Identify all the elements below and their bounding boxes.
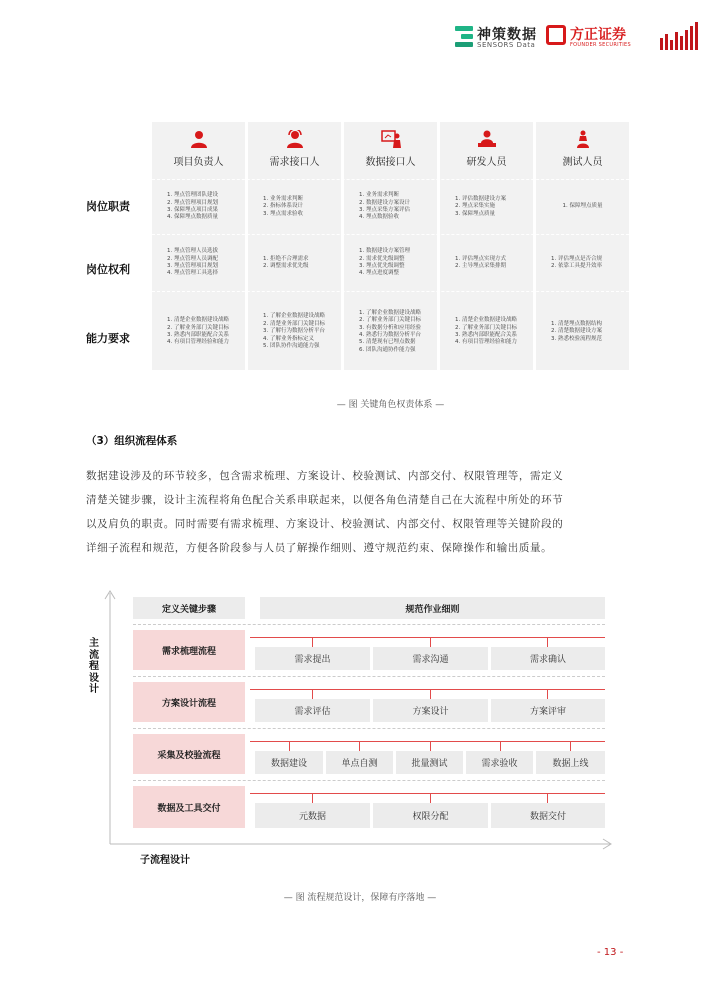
flow-connector-line [250, 689, 605, 690]
flow-divider [133, 624, 605, 625]
tester-icon [573, 130, 593, 148]
flow-connector-line [250, 741, 605, 742]
body-paragraph: 数据建设涉及的环节较多，包含需求梳理、方案设计、校验测试、内部交付、权限管理等，需定义 清楚关键步骤，设计主流程将角色配合关系串联起来，以便各角色清楚自己在大流程中所处的环节 以及肩负的职责。同时需要有需求梳理、方案设计、校验测试、内部交付、权限管理等关键阶段的 详细子流程和规范，方便各阶段参与人员了解操作细则、遵守规范约束、保障操作和输出质量。 [86, 470, 564, 554]
row-label-rights: 岗位权利 [86, 263, 130, 276]
flow-divider [133, 728, 605, 729]
sensors-logo-sub: SENSORS Data [477, 41, 536, 49]
abilities-cell: 1. 了解企业数据建设战略 2. 清楚业务部门关键目标 3. 了解行为数据分析平台 4. 了解业务指标定义 5. 团队协作沟通能力强 [263, 313, 325, 350]
founder-logo-mark-icon [546, 25, 566, 45]
flow-divider [133, 676, 605, 677]
flow-step: 权限分配 [373, 803, 488, 828]
sensors-logo-mark-icon [455, 26, 473, 48]
flow-connector-line [250, 637, 605, 638]
flow-step: 批量测试 [396, 751, 463, 774]
sensors-logo-name: 神策数据 [477, 27, 537, 43]
presentation-icon [381, 130, 401, 148]
flow-step: 需求提出 [255, 647, 370, 670]
flow-tick [312, 637, 313, 647]
founder-logo-name: 方正证券 [570, 27, 626, 43]
flow-tick [312, 793, 313, 803]
row-label-duties: 岗位职责 [86, 200, 130, 213]
role-column-requirement-contact [248, 122, 341, 370]
role-title: 需求接口人 [269, 157, 320, 168]
page-number: - 13 - [597, 947, 624, 958]
flow-tick [547, 793, 548, 803]
flow-tick [430, 793, 431, 803]
flow-tick [289, 741, 290, 751]
table-divider [152, 179, 629, 180]
flow-step: 元数据 [255, 803, 370, 828]
role-title: 研发人员 [466, 157, 507, 168]
flow-divider [133, 780, 605, 781]
flow-connector-line [250, 793, 605, 794]
duties-cell: 1. 业务需求判断 2. 数据建设方案设计 3. 埋点采集方案评估 4. 埋点数据验收 [359, 192, 410, 221]
flow-step: 数据交付 [491, 803, 605, 828]
flow-tick [547, 637, 548, 647]
developer-icon [477, 130, 497, 148]
flow-tick [430, 637, 431, 647]
rights-cell: 1. 数据建设方案管理 2. 需求优先级调整 3. 埋点优先级调整 4. 埋点进度调整 [359, 248, 410, 277]
flow-tick [430, 741, 431, 751]
flow-header-right: 规范作业细则 [260, 597, 605, 619]
flow-step: 方案评审 [491, 699, 605, 722]
abilities-cell: 1. 了解企业数据建设战略 2. 了解业务部门关键目标 3. 有数据分析和应用经验 4. 熟悉行为数据分析平台 5. 清楚现有已埋点数据 6. 团队沟通协作能力强 [359, 309, 421, 353]
role-header [536, 122, 629, 177]
abilities-cell: 1. 清楚埋点数据结构 2. 清楚数据建设方案 3. 熟悉校验流程规范 [551, 320, 602, 342]
duties-cell: 1. 保障埋点质量 [562, 203, 603, 210]
flow-step: 需求验收 [466, 751, 533, 774]
role-title: 测试人员 [562, 157, 603, 168]
flow-tick [312, 689, 313, 699]
duties-cell: 1. 埋点管理团队建设 2. 埋点管理项目规划 3. 保障埋点项目成果 4. 保障埋点数据质量 [167, 192, 218, 221]
flow-row-label: 数据及工具交付 [133, 786, 245, 828]
founder-securities-logo [546, 24, 636, 52]
flow-step: 需求沟通 [373, 647, 488, 670]
bar-chart-decoration-icon [660, 22, 700, 50]
role-column-project-lead [152, 122, 245, 370]
duties-cell: 1. 评估数据建设方案 2. 埋点采集实施 3. 保障埋点质量 [455, 195, 506, 217]
role-column-data-contact [344, 122, 437, 370]
role-column-developer [440, 122, 533, 370]
rights-cell: 1. 评估埋点实现方式 2. 主导埋点采集排期 [455, 255, 506, 269]
row-label-abilities: 能力要求 [86, 332, 130, 345]
table-divider [152, 234, 629, 235]
founder-logo-sub: FOUNDER SECURITIES [570, 42, 631, 48]
abilities-cell: 1. 清楚企业数据建设战略 2. 了解业务部门关键目标 3. 熟悉内部职能配合关系 4. 有项目管理经验和能力 [167, 317, 229, 346]
flow-step: 方案设计 [373, 699, 488, 722]
flow-tick [359, 741, 360, 751]
role-header [152, 122, 245, 177]
rights-cell: 1. 拒绝不合理需求 2. 调整需求优先级 [263, 255, 309, 269]
flow-tick [500, 741, 501, 751]
abilities-cell: 1. 清楚企业数据建设战略 2. 了解业务部门关键目标 3. 熟悉内部职能配合关系 4. 有项目管理经验和能力 [455, 317, 517, 346]
flow-step: 数据上线 [536, 751, 605, 774]
table-divider [152, 291, 629, 292]
role-header [440, 122, 533, 177]
duties-cell: 1. 业务需求判断 2. 指标体系设计 3. 埋点需求验收 [263, 195, 303, 217]
process-flow-diagram [100, 585, 620, 870]
flow-step: 数据建设 [255, 751, 323, 774]
section-title: （3）组织流程体系 [86, 435, 178, 447]
roles-table [152, 122, 629, 370]
flow-step: 需求确认 [491, 647, 605, 670]
flow-step: 单点自测 [326, 751, 393, 774]
flow-row-label: 需求梳理流程 [133, 630, 245, 670]
role-header [344, 122, 437, 177]
flow-caption: — 图 流程规范设计，保障有序落地 — [283, 893, 437, 903]
flow-row-label: 方案设计流程 [133, 682, 245, 722]
y-axis-label: 主 流 程 设 计 [89, 638, 99, 695]
flow-tick [430, 689, 431, 699]
role-title: 项目负责人 [173, 157, 224, 168]
role-header [248, 122, 341, 177]
flow-tick [570, 741, 571, 751]
manager-icon [189, 130, 209, 148]
flow-header-left: 定义关键步骤 [133, 597, 245, 619]
headset-person-icon [285, 130, 305, 148]
rights-cell: 1. 评估埋点是否合规 2. 依靠工具提升效率 [551, 255, 602, 269]
rights-cell: 1. 埋点管理人员选拔 2. 埋点管理人员调配 3. 埋点管理项目规划 4. 埋点管理工具选择 [167, 248, 218, 277]
flow-row-label: 采集及校验流程 [133, 734, 245, 774]
flow-tick [547, 689, 548, 699]
flow-step: 需求评估 [255, 699, 370, 722]
role-title: 数据接口人 [365, 157, 416, 168]
roles-caption: — 图 关键角色权责体系 — [336, 400, 445, 410]
x-axis-label: 子流程设计 [140, 855, 190, 866]
role-column-tester [536, 122, 629, 370]
